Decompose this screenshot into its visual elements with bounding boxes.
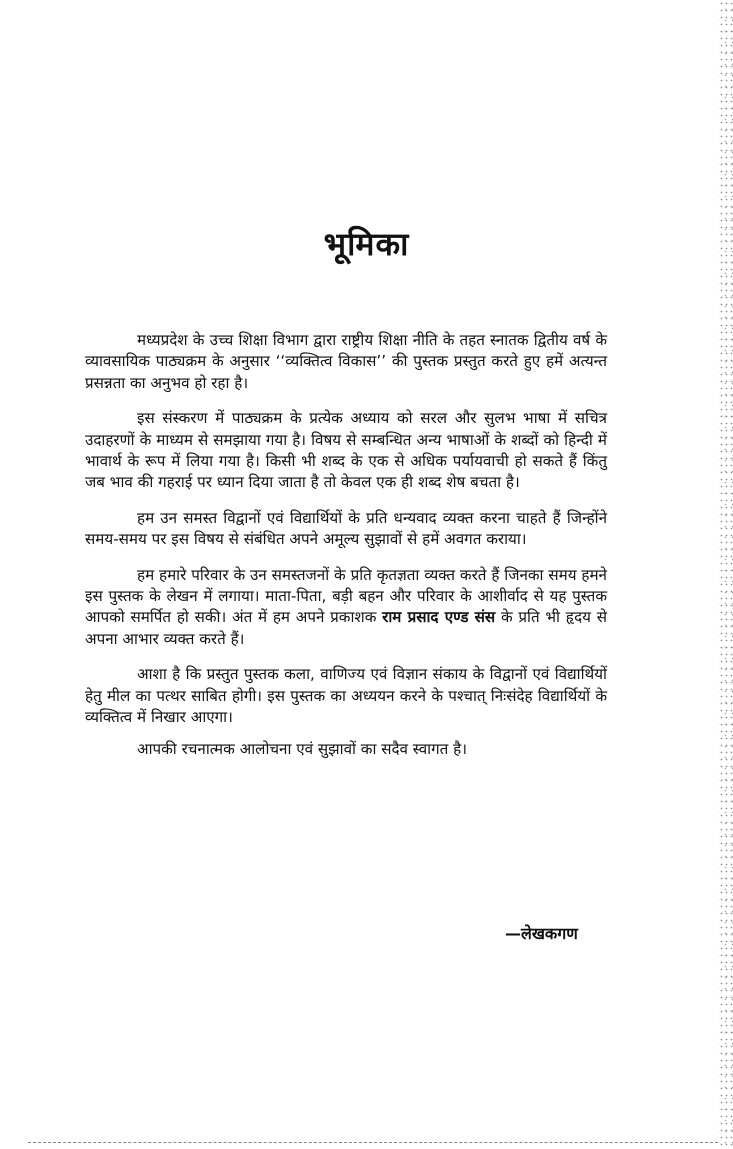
paragraph-hope: आशा है कि प्रस्तुत पुस्तक कला, वाणिज्य एवं विज्ञान संकाय के विद्वानों एवं विद्यार्थियों हेतु मील का पत्थर साबित होगी। इस पुस्तक का अध्ययन करने के पश्चात् निःसंदेह विद्यार्थियों के व्यक्तित्व में निखार आएगा। <box>85 665 607 727</box>
paragraph-feedback: आपकी रचनात्मक आलोचना एवं सुझावों का सदैव स्वागत है। <box>137 739 467 758</box>
page-bottom-edge <box>28 1142 718 1143</box>
paragraph-intro: मध्यप्रदेश के उच्च शिक्षा विभाग द्वारा राष्ट्रीय शिक्षा नीति के तहत स्नातक द्वितीय वर्ष के व्यावसायिक पाठ्यक्रम के अनुसार ‘‘व्यक्तित्व विकास’’ की पुस्तक प्रस्तुत करते हुए हमें अत्यन्त प्रसन्नता का अनुभव हो रहा है। <box>85 331 607 392</box>
paragraph-edition: इस संस्करण में पाठ्यक्रम के प्रत्येक अध्याय को सरल और सुलभ भाषा में सचित्र उदाहरणों के माध्यम से समझाया गया है। विषय से सम्बन्धित अन्य भाषाओं के शब्दों को हिन्दी में भावार्थ के रूप में लिया गया है। किसी भी शब्द के एक से अधिक पर्यायवाची हो सकते हैं किंतु जब भाव की गहराई पर ध्यान दिया जाता है तो केवल एक ही शब्द शेष बचता है। <box>85 409 607 492</box>
page-title: भूमिका <box>323 225 410 263</box>
scan-edge-noise <box>719 0 733 1149</box>
paragraph-thanks-scholars: हम उन समस्त विद्वानों एवं विद्यार्थियों के प्रति धन्यवाद व्यक्त करना चाहते हैं जिन्होंने समय-समय पर इस विषय से संबंधित अपने अमूल्य सुझावों से हमें अवगत कराया। <box>85 508 607 549</box>
family-text-before: हम हमारे परिवार के उन समस्तजनों के प्रति कृतज्ञता व्यक्त करते हैं जिनका समय हमने इस पुस्तक के लेखन में लगाया। माता-पिता, बड़ी बहन और परिवार के आशीर्वाद से यह पुस्तक आपको समर्पित हो सकी। अंत में हम अपने प्रकाशक <box>85 565 607 627</box>
preface-body <box>85 330 607 774</box>
author-signature: —लेखकगण <box>505 924 578 943</box>
publisher-name: राम प्रसाद एण्ड संस <box>382 608 496 627</box>
family-text-after: के प्रति भी हृदय से अपना आभार व्यक्त करते हैं। <box>85 608 607 648</box>
paragraph-thanks-family <box>85 565 607 651</box>
